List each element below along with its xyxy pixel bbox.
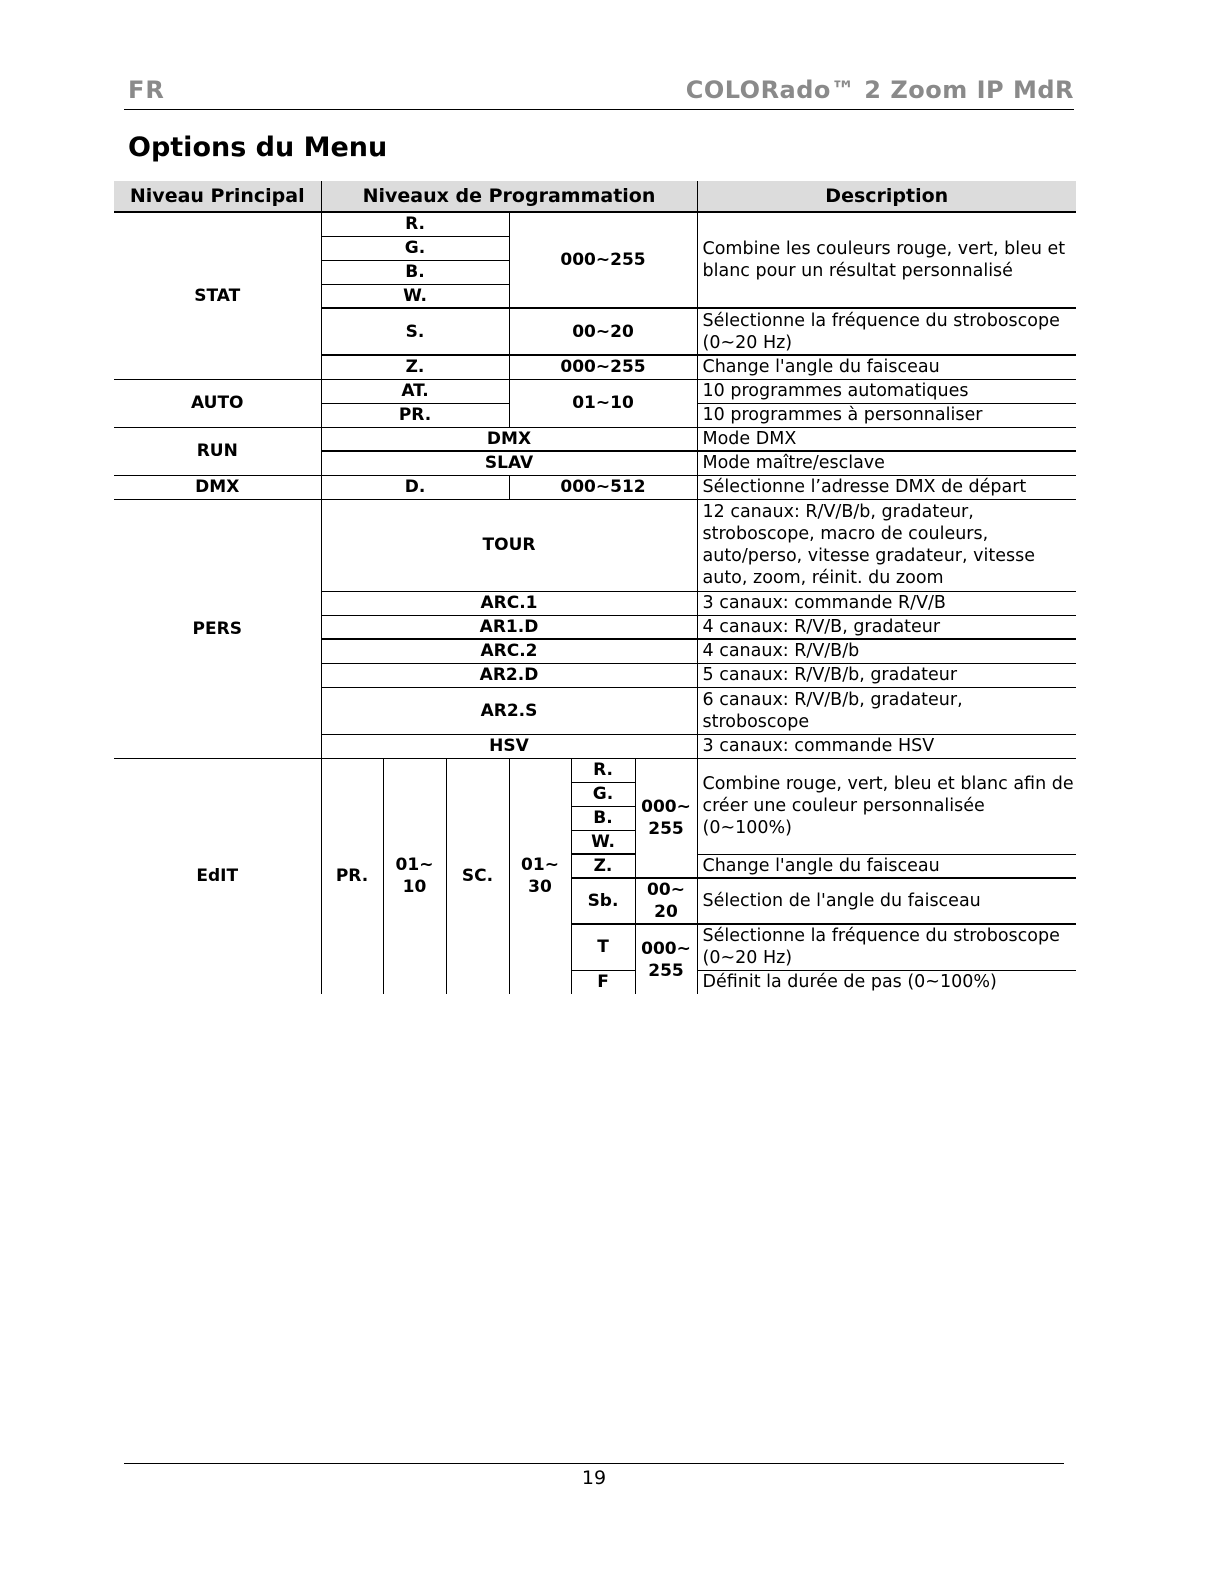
edit-sc: SC. [446, 758, 509, 994]
pers-ar2d: AR2.D [321, 663, 697, 687]
edit-sc-range: 01~ 30 [509, 758, 571, 994]
edit-sb-description: Sélection de l'angle du faisceau [697, 878, 1076, 924]
run-slav: SLAV [321, 451, 697, 475]
stat-label: STAT [114, 212, 321, 379]
dmx-d: D. [321, 475, 509, 499]
page-title: Options du Menu [128, 132, 388, 163]
pers-ar1d-description: 4 canaux: R/V/B, gradateur [697, 615, 1076, 639]
menu-options-table [114, 181, 1076, 994]
pers-hsv-description: 3 canaux: commande HSV [697, 734, 1076, 758]
stat-rgbw-range: 000~255 [509, 212, 697, 308]
edit-pr-range: 01~ 10 [383, 758, 446, 994]
dmx-description: Sélectionne l’adresse DMX de départ [697, 475, 1076, 499]
edit-rgbw-description: Combine rouge, vert, bleu et blanc afin de créer une couleur personnalisée (0~100%) [702, 774, 1074, 838]
edit-z-description: Change l'angle du faisceau [697, 854, 1076, 878]
dmx-range: 000~512 [509, 475, 697, 499]
stat-z-range: 000~255 [509, 355, 697, 379]
pers-arc1: ARC.1 [321, 591, 697, 615]
stat-rgbw-description: Combine les couleurs rouge, vert, bleu et blanc pour un résultat personnalisé [702, 239, 1066, 281]
run-label: RUN [114, 427, 321, 475]
stat-r: R. [321, 212, 509, 236]
run-dmx-description: Mode DMX [702, 428, 797, 449]
edit-sb: Sb. [571, 878, 635, 924]
edit-r: R. [571, 758, 635, 782]
pers-arc2: ARC.2 [321, 639, 697, 663]
pers-hsv: HSV [321, 734, 697, 758]
stat-z-description: Change l'angle du faisceau [697, 355, 1076, 379]
auto-at-description: 10 programmes automatiques [702, 381, 969, 401]
stat-s-description: Sélectionne la fréquence du stroboscope (0~20 Hz) [697, 308, 1076, 355]
pers-tour-description: 12 canaux: R/V/B/b, gradateur, stroboscope, macro de couleurs, auto/perso, vitesse gradateur, vitesse auto, zoom, réinit. du zoom [702, 502, 1035, 588]
edit-f: F [571, 970, 635, 994]
edit-z: Z. [571, 854, 635, 878]
pers-label: PERS [114, 499, 321, 758]
stat-w: W. [321, 284, 509, 308]
pers-arc1-description: 3 canaux: commande R/V/B [697, 591, 1076, 615]
edit-f-description: Définit la durée de pas (0~100%) [697, 970, 1076, 994]
edit-t: T [571, 924, 635, 970]
edit-b: B. [571, 806, 635, 830]
dmx-label: DMX [114, 475, 321, 499]
auto-pr: PR. [321, 403, 509, 427]
header-description: Description [697, 181, 1076, 212]
header-language: FR [128, 76, 165, 104]
stat-s-range: 00~20 [509, 308, 697, 355]
pers-ar2s: AR2.S [321, 687, 697, 734]
run-slav-description: Mode maître/esclave [697, 451, 1076, 475]
header-product-name: COLORado™ 2 Zoom IP MdR [685, 76, 1074, 104]
stat-b: B. [321, 260, 509, 284]
stat-z: Z. [321, 355, 509, 379]
edit-rgbw-range: 000~ 255 [635, 758, 697, 878]
footer-divider [124, 1463, 1064, 1464]
edit-pr: PR. [321, 758, 383, 994]
edit-g: G. [571, 782, 635, 806]
page-number: 19 [581, 1467, 607, 1489]
auto-range: 01~10 [509, 379, 697, 427]
header-divider [124, 109, 1074, 110]
auto-at: AT. [321, 379, 509, 403]
edit-w: W. [571, 830, 635, 854]
edit-sb-range: 00~ 20 [635, 878, 697, 924]
auto-pr-description: 10 programmes à personnaliser [697, 403, 1076, 427]
header-programming-levels: Niveaux de Programmation [321, 181, 697, 212]
pers-ar1d: AR1.D [321, 615, 697, 639]
pers-arc2-description: 4 canaux: R/V/B/b [697, 639, 1076, 663]
run-dmx: DMX [321, 427, 697, 451]
edit-t-description: Sélectionne la fréquence du stroboscope (0~20 Hz) [697, 924, 1076, 970]
pers-tour: TOUR [321, 499, 697, 591]
edit-label: EdIT [114, 758, 321, 994]
pers-ar2s-description: 6 canaux: R/V/B/b, gradateur, stroboscope [697, 687, 1076, 734]
header-main-level: Niveau Principal [114, 181, 321, 212]
stat-g: G. [321, 236, 509, 260]
auto-label: AUTO [114, 379, 321, 427]
pers-ar2d-description: 5 canaux: R/V/B/b, gradateur [697, 663, 1076, 687]
edit-tf-range: 000~ 255 [635, 924, 697, 994]
stat-s: S. [321, 308, 509, 355]
